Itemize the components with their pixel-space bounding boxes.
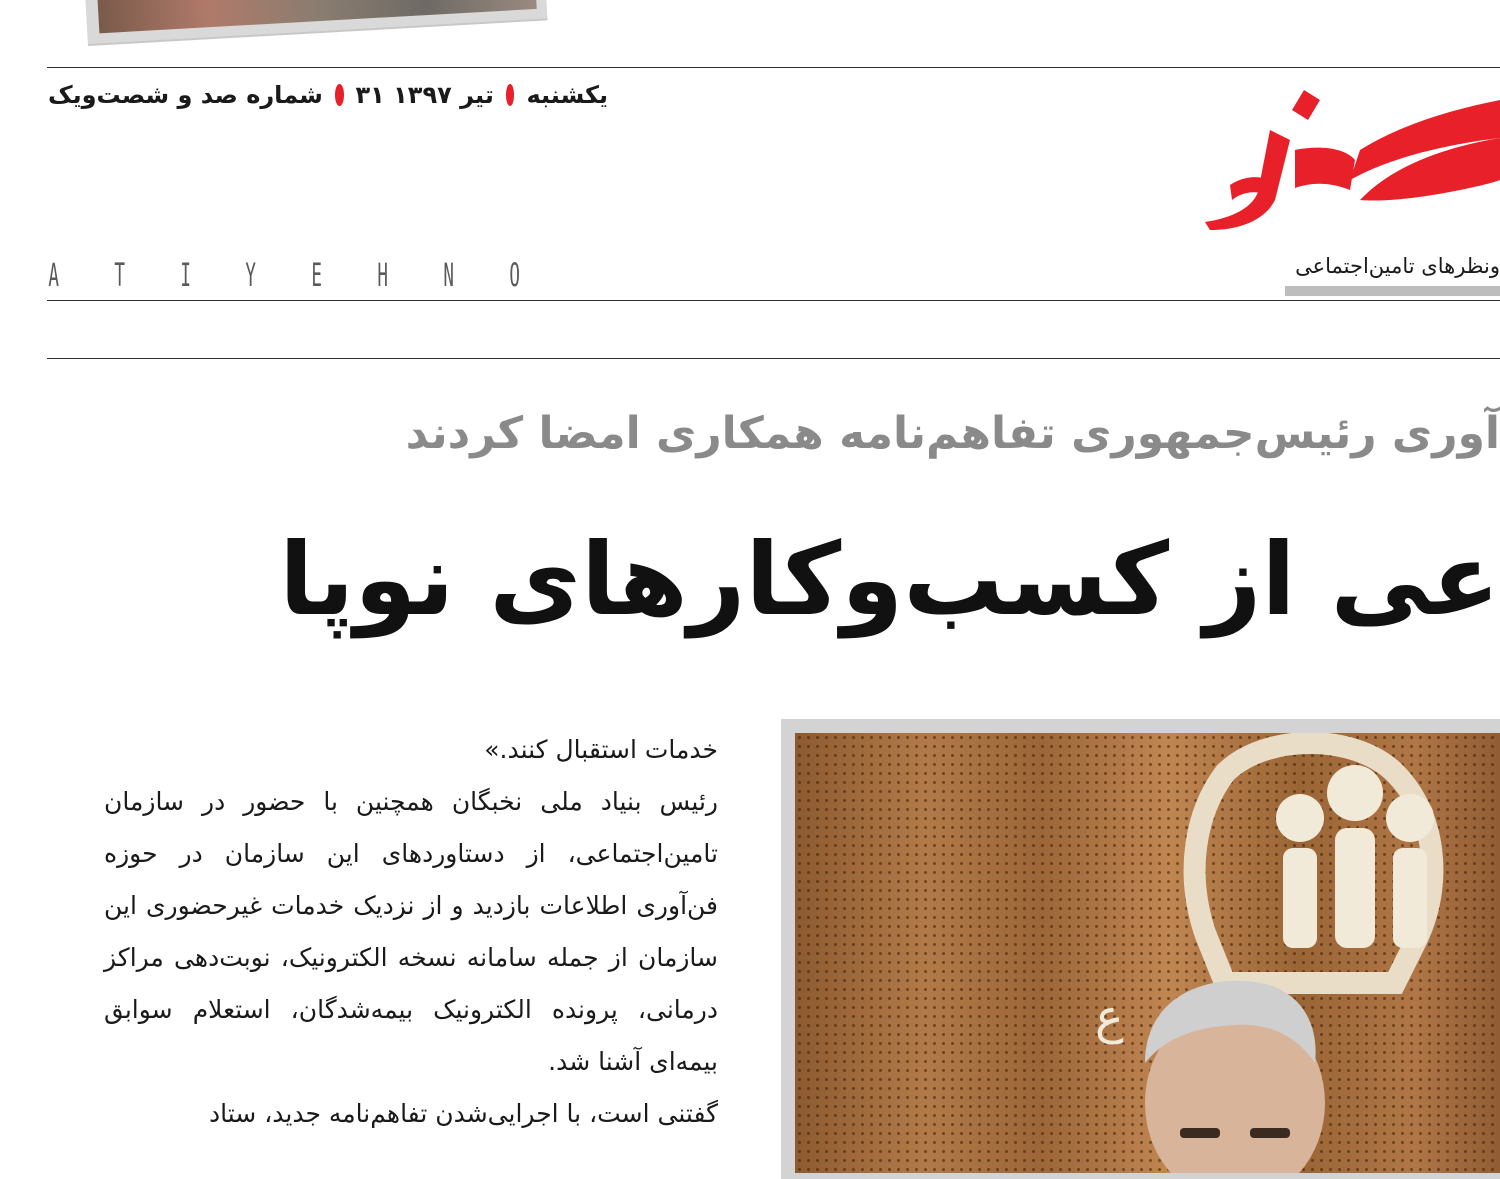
bullet-dot-icon — [335, 84, 344, 106]
section-letter: H — [377, 256, 388, 294]
article-body-column — [104, 724, 718, 1140]
section-letter: T — [114, 256, 125, 294]
body-paragraph: خدمات استقبال کنند.» — [484, 735, 718, 764]
bullet-dot-icon — [506, 84, 515, 106]
section-letter: A — [48, 256, 59, 294]
dateline-date: ۳۱ تیر ۱۳۹۷ — [355, 81, 494, 109]
wall-letter-icon: ع — [1095, 989, 1124, 1045]
section-rule — [47, 358, 1500, 359]
section-letter: I — [179, 256, 191, 294]
dateline — [48, 78, 608, 112]
logo-tagline: ونظرهای تامین‌اجتماعی — [1295, 254, 1500, 278]
tagline-underline — [1285, 286, 1500, 296]
newspaper-logo — [1200, 90, 1500, 240]
section-letter: O — [509, 256, 520, 294]
header-bottom-rule — [47, 300, 1500, 301]
header-top-rule — [47, 67, 1500, 68]
photo-scene — [795, 733, 1500, 1173]
section-letters — [44, 256, 524, 294]
article-kicker: آوری رئیس‌جمهوری تفاهم‌نامه همکاری امضا کردند — [405, 408, 1500, 459]
body-paragraph: گفتنی است، با اجرایی‌شدن تفاهم‌نامه جدید، ستاد — [209, 1099, 718, 1128]
top-cropped-photo — [83, 0, 547, 44]
dateline-day: یکشنبه — [526, 81, 608, 109]
person-figure-icon — [1145, 981, 1325, 1173]
article-photo — [795, 733, 1500, 1173]
article-headline: عی از کسب‌وکارهای نوپا — [279, 521, 1500, 638]
body-paragraph: رئیس بنیاد ملی نخبگان همچنین با حضور در سازمان تامین‌اجتماعی، از دستاوردهای این سازمان در حوزه فن‌آوری اطلاعات بازدید و از نزدیک خدمات غیرحضوری این سازمان از جمله سامانه نسخه الکترونیک، نوبت‌دهی مراکز درمانی، پرونده الکترونیک بیمه‌شدگان، استعلام سوابق بیمه‌ای آشنا شد. — [104, 787, 718, 1076]
section-letter: N — [443, 256, 454, 294]
top-photo-image — [96, 0, 537, 33]
dateline-issue: شماره صد و شصت‌ویک — [48, 81, 323, 109]
section-letter: E — [311, 256, 323, 294]
section-letter: Y — [245, 256, 257, 294]
